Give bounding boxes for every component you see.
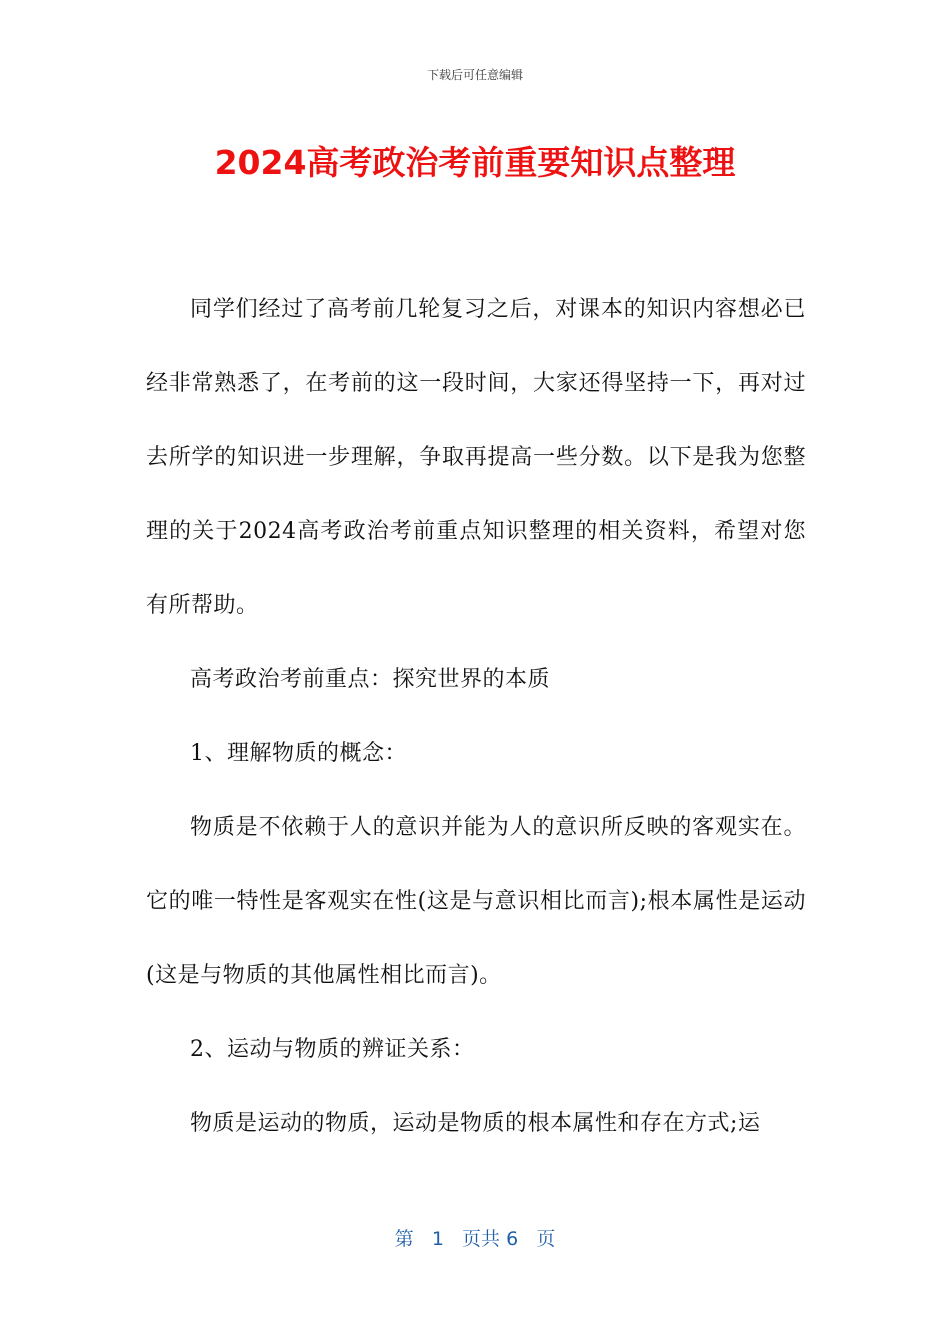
page-mid: 页共: [462, 1228, 501, 1250]
document-title: 2024高考政治考前重要知识点整理: [214, 143, 736, 182]
page-prefix: 第: [394, 1228, 414, 1250]
intro-paragraph: 同学们经过了高考前几轮复习之后，对课本的知识内容想必已经非常熟悉了，在考前的这一段时间，大家还得坚持一下，再对过去所学的知识进一步理解，争取再提高一些分数。以下是我为您整理的关于2024高考政治考前重点知识整理的相关资料，希望对您有所帮助。: [146, 297, 806, 618]
current-page-number: 1: [431, 1228, 444, 1250]
total-page-count: 6: [506, 1228, 519, 1250]
document-body: [146, 273, 806, 1161]
point-heading-1: 1、理解物质的概念：: [190, 741, 407, 766]
point-paragraph-1: 物质是不依赖于人的意识并能为人的意识所反映的客观实在。它的唯一特性是客观实在性(这是与意识相比而言);根本属性是运动(这是与物质的其他属性相比而言)。: [146, 815, 806, 988]
page-suffix: 页: [536, 1228, 556, 1250]
header-note: 下载后可任意编辑: [426, 68, 523, 82]
section-heading: 高考政治考前重点：探究世界的本质: [190, 667, 551, 692]
point-heading-2: 2、运动与物质的辨证关系：: [190, 1037, 475, 1062]
point-paragraph-2: 物质是运动的物质，运动是物质的根本属性和存在方式;运: [190, 1111, 761, 1136]
page-footer: [0, 1226, 950, 1252]
